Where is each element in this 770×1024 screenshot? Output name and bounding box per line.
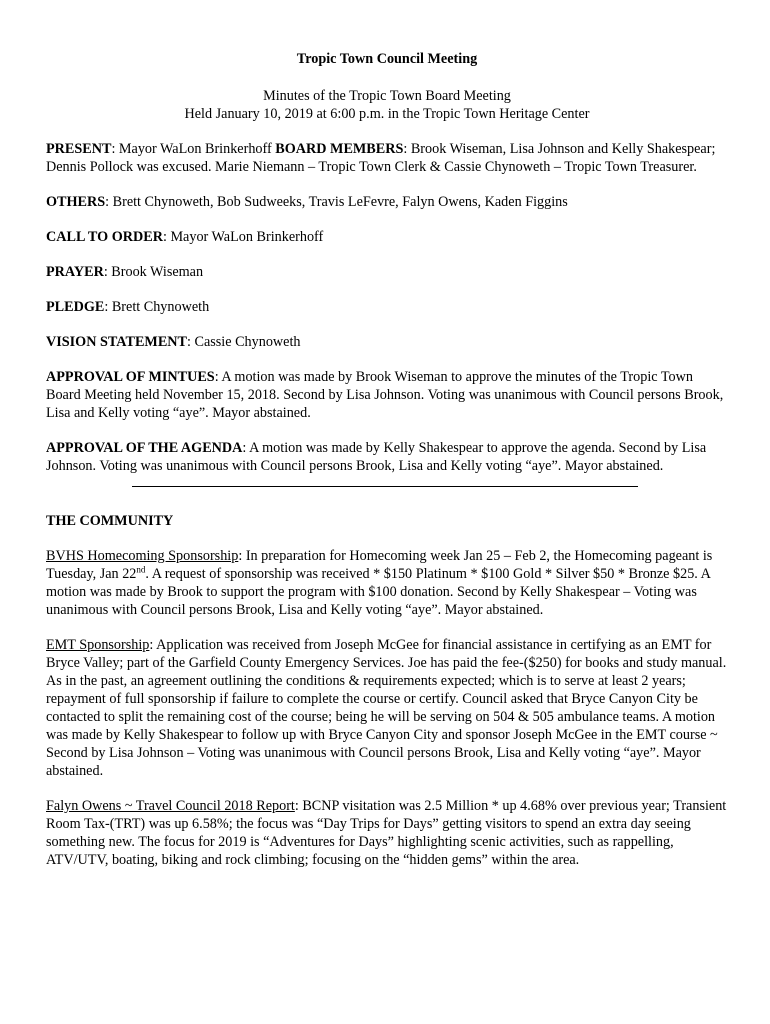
prayer-paragraph bbox=[46, 263, 728, 281]
minutes-document bbox=[46, 40, 728, 886]
emt-paragraph bbox=[46, 636, 728, 780]
subtitle-line-2: Held January 10, 2019 at 6:00 p.m. in the Tropic Town Heritage Center bbox=[184, 106, 590, 122]
others-label: OTHERS bbox=[46, 194, 106, 210]
bvhs-title: BVHS Homecoming Sponsorship bbox=[46, 548, 239, 564]
present-members-text: : Brook Wiseman, Lisa Johnson and Kelly Shakespear; Dennis Pollock was excused. Marie Niemann – Tropic Town Clerk & Cassie Chynoweth – Tropic Town Treasurer. bbox=[46, 141, 716, 175]
approval-minutes-label: APPROVAL OF MINTUES bbox=[46, 369, 215, 385]
meeting-subtitle bbox=[46, 87, 728, 123]
bvhs-date-suffix: nd bbox=[136, 564, 146, 575]
others-text: : Brett Chynoweth, Bob Sudweeks, Travis LeFevre, Falyn Owens, Kaden Figgins bbox=[105, 194, 568, 210]
pledge-text: : Brett Chynoweth bbox=[104, 299, 210, 315]
document-title: Tropic Town Council Meeting bbox=[296, 51, 478, 67]
travel-council-title: Falyn Owens ~ Travel Council 2018 Report bbox=[46, 798, 295, 814]
emt-title: EMT Sponsorship bbox=[46, 637, 150, 653]
pledge-paragraph bbox=[46, 298, 728, 316]
present-paragraph bbox=[46, 140, 728, 176]
vision-statement-label: VISION STATEMENT bbox=[46, 334, 187, 350]
travel-council-text: : BCNP visitation was 2.5 Million * up 4.68% over previous year; Transient Room Tax-(TRT) was up 6.58%; the focus was “Day Trips for Days” getting visitors to spend an extra day seeing something new. The focus for 2019 is “Adventures for Days” highlighting scenic activities, such as rappelling, ATV/UTV, boating, biking and rock climbing; focusing on the “hidden gems” within the area. bbox=[46, 798, 727, 868]
vision-statement-paragraph bbox=[46, 333, 728, 351]
subtitle-line-1: Minutes of the Tropic Town Board Meeting bbox=[263, 88, 511, 104]
prayer-text: : Brook Wiseman bbox=[103, 264, 204, 280]
present-label: PRESENT bbox=[46, 141, 112, 157]
bvhs-text-part1: : In preparation for Homecoming week Jan 25 – Feb 2, the Homecoming pageant is Tuesday, Jan 22 bbox=[46, 548, 713, 582]
board-members-label: BOARD MEMBERS bbox=[275, 141, 404, 157]
pledge-label: PLEDGE bbox=[46, 299, 105, 315]
travel-council-paragraph bbox=[46, 797, 728, 869]
others-paragraph bbox=[46, 193, 728, 211]
community-heading: THE COMMUNITY bbox=[46, 513, 174, 529]
section-divider bbox=[132, 486, 638, 487]
emt-text: : Application was received from Joseph McGee for financial assistance in certifying as an EMT for Bryce Valley; part of the Garfield County Emergency Services. Joe has paid the fee-($250) for books and study manual. As in the past, an agreement outlining the conditions & requirements expected; which is to serve at least 2 years; repayment of full sponsorship if failure to complete the course or certify. Council asked that Bryce Canyon City be contacted to split the remaining cost of the course; being he will be serving on 504 & 505 ambulance teams. A motion was made by Kelly Shakespear to follow up with Bryce Canyon City and sponsor Joseph McGee in the EMT course ~ Second by Lisa Johnson – Voting was unanimous with Council persons Brook, Lisa and Kelly voting “aye”. Mayor abstained. bbox=[46, 637, 727, 779]
approval-agenda-label: APPROVAL OF THE AGENDA bbox=[46, 440, 243, 456]
present-mayor-text: : Mayor WaLon Brinkerhoff bbox=[111, 141, 276, 157]
call-to-order-label: CALL TO ORDER bbox=[46, 229, 163, 245]
approval-minutes-paragraph bbox=[46, 368, 728, 422]
vision-statement-text: : Cassie Chynoweth bbox=[187, 334, 301, 350]
prayer-label: PRAYER bbox=[46, 264, 104, 280]
approval-agenda-text: : A motion was made by Kelly Shakespear to approve the agenda. Second by Lisa Johnson. Voting was unanimous with Council persons Brook, Lisa and Kelly voting “aye”. Mayor abstained. bbox=[46, 440, 707, 474]
approval-minutes-text: : A motion was made by Brook Wiseman to approve the minutes of the Tropic Town Board Meeting held November 15, 2018. Second by Lisa Johnson. Voting was unanimous with Council persons Brook, Lisa and Kelly voting “aye”. Mayor abstained. bbox=[46, 369, 724, 421]
call-to-order-text: : Mayor WaLon Brinkerhoff bbox=[162, 229, 324, 245]
bvhs-paragraph bbox=[46, 547, 728, 619]
call-to-order-paragraph bbox=[46, 228, 728, 246]
approval-agenda-paragraph bbox=[46, 439, 728, 475]
bvhs-text-part2: . A request of sponsorship was received * $150 Platinum * $100 Gold * Silver $50 * Bronze $25. A motion was made by Brook to support the program with $100 donation. Second by Kelly Shakespear – Voting was unanimous with Council persons Brook, Lisa and Kelly voting “aye”. Mayor abstained. bbox=[46, 566, 711, 618]
